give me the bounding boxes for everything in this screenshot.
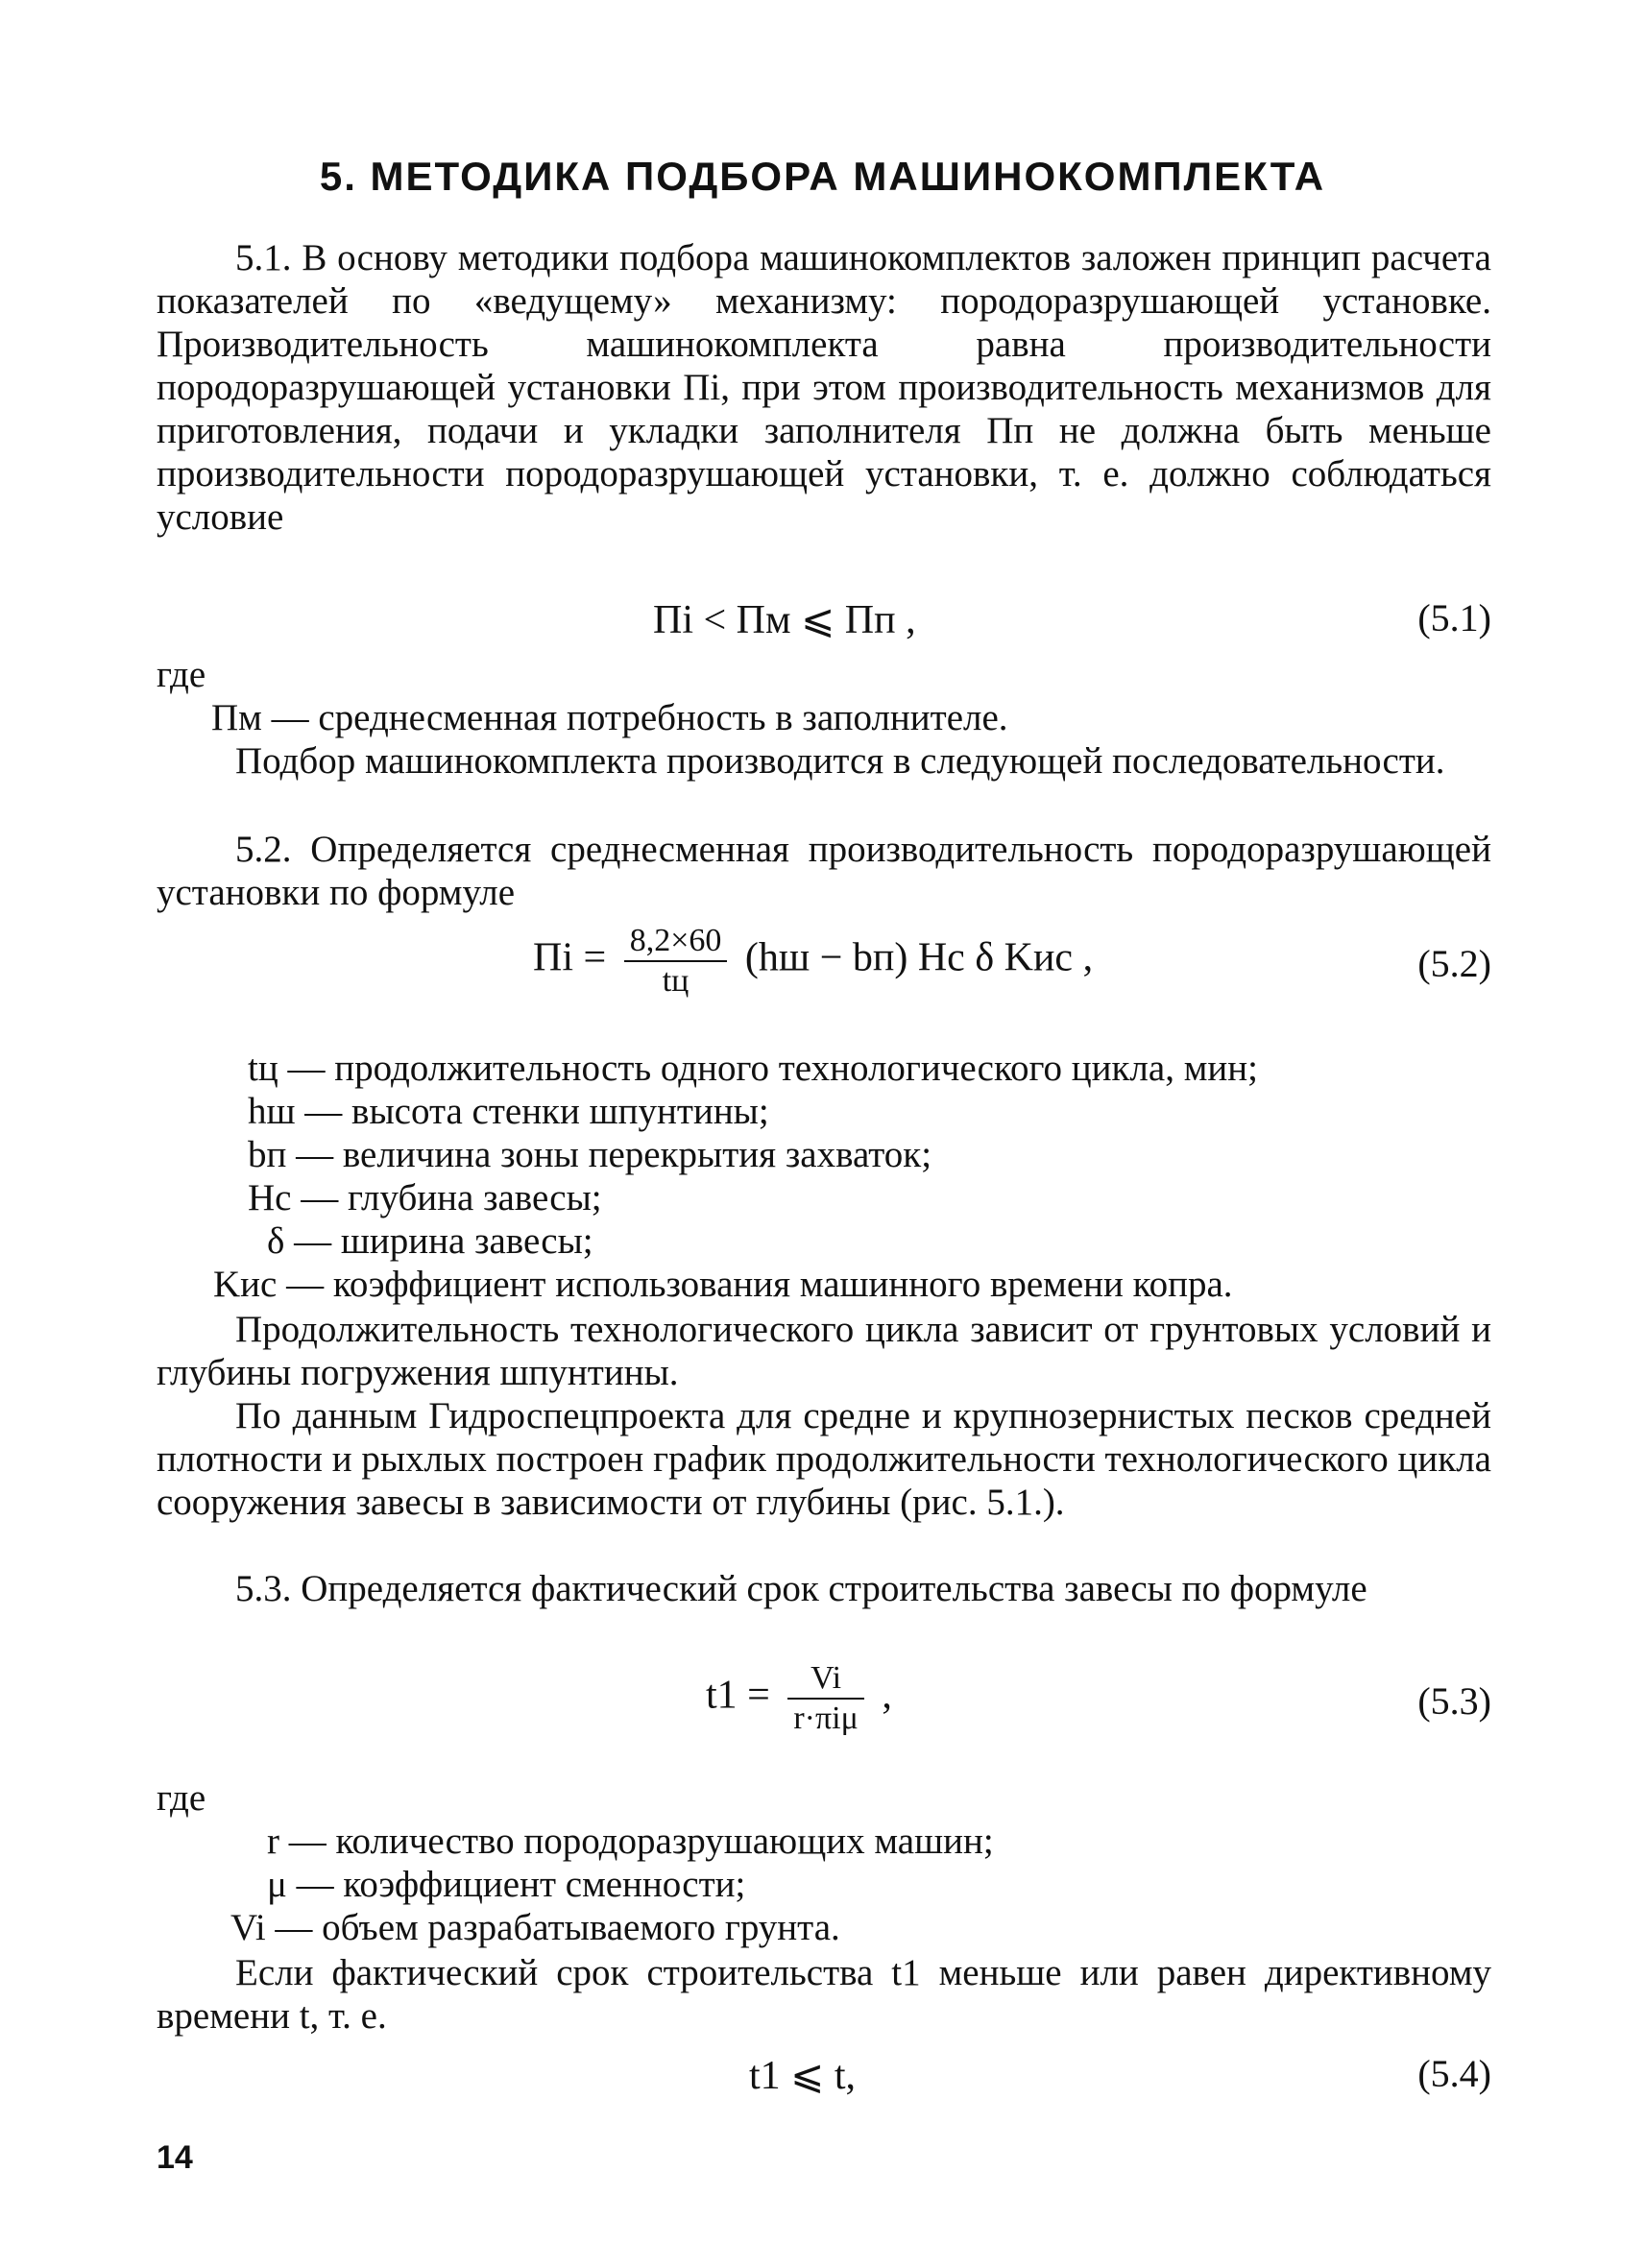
paragraph-5-1: 5.1. В основу методики подбора машинокомплектов заложен принцип расчета показателей по «ведущему» механизму: породоразрушающей установке. Производительность машинокомплекта равна производительности породоразрушающей установки Пi, при этом производительность механизмов для приготовления, подачи и укладки заполнителя Пп не должна быть меньше производительности породоразрушающей установки, т. е. должно соблюдаться условие	[157, 237, 1491, 538]
equation-5-3	[0, 1659, 1645, 1765]
page-number: 14	[157, 2139, 193, 2176]
paragraph-sequence: Подбор машинокомплекта производится в следующей последовательности.	[235, 740, 1445, 782]
definition-item: Hс — глубина завесы;	[248, 1177, 602, 1218]
equation-formula: Пi < Пм ⩽ Пп ,	[653, 598, 916, 642]
where-label: где	[157, 1777, 206, 1819]
definition-item: tц — продолжительность одного технологического цикла, мин;	[248, 1048, 1258, 1089]
equation-formula: t1 ⩽ t,	[749, 2054, 857, 2098]
equation-fraction	[624, 922, 728, 1001]
equation-number: (5.4)	[1417, 2052, 1491, 2095]
section-heading: 5. МЕТОДИКА ПОДБОРА МАШИНОКОМПЛЕКТА	[319, 154, 1326, 199]
equation-tail: ,	[882, 1673, 892, 1718]
paragraph-5-2: 5.2. Определяется среднесменная производительность породоразрушающей установки по формуле	[157, 829, 1491, 913]
where-label: где	[157, 654, 206, 695]
paragraph-gidrospets: По данным Гидроспецпроекта для средне и крупнозернистых песков средней плотности и рыхлых построен график продолжительности технологического цикла сооружения завесы в зависимости от глубины (рис. 5.1.).	[157, 1395, 1491, 1523]
definition-item: r — количество породоразрушающих машин;	[267, 1821, 994, 1862]
fraction-numerator: 8,2×60	[629, 923, 722, 958]
equation-number: (5.2)	[1417, 942, 1491, 985]
equation-fraction	[787, 1659, 864, 1738]
definition-item: Vi — объем разрабатываемого грунта.	[230, 1907, 840, 1948]
fraction-denominator: tц	[624, 960, 728, 1001]
definition-item: Kис — коэффициент использования машинного времени копра.	[213, 1264, 1233, 1305]
fraction-denominator: r·πiμ	[787, 1698, 864, 1738]
paragraph-5-3: 5.3. Определяется фактический срок строительства завесы по формуле	[235, 1568, 1367, 1609]
equation-number: (5.3)	[1417, 1679, 1491, 1723]
definition-item: μ — коэффициент сменности;	[267, 1864, 746, 1905]
equation-number: (5.1)	[1417, 596, 1491, 639]
equation-lhs: Пi =	[533, 935, 607, 980]
equation-lhs: t1 =	[706, 1673, 770, 1718]
definition-item: hш — высота стенки шпунтины;	[248, 1091, 769, 1132]
definition-pm: Пм — среднесменная потребность в заполнителе.	[211, 697, 1008, 738]
equation-5-4	[0, 2043, 1645, 2120]
equation-5-2	[0, 922, 1645, 1027]
definition-item: bп — величина зоны перекрытия захваток;	[248, 1134, 932, 1175]
fraction-numerator: Vi	[810, 1660, 842, 1696]
paragraph-cycle: Продолжительность технологического цикла зависит от грунтовых условий и глубины погружения шпунтины.	[157, 1309, 1491, 1393]
equation-rhs: (hш − bп) Hс δ Kис ,	[744, 935, 1094, 980]
paragraph-condition: Если фактический срок строительства t1 меньше или равен директивному времени t, т. е.	[157, 1952, 1491, 2037]
definition-item: δ — ширина завесы;	[267, 1220, 593, 1262]
